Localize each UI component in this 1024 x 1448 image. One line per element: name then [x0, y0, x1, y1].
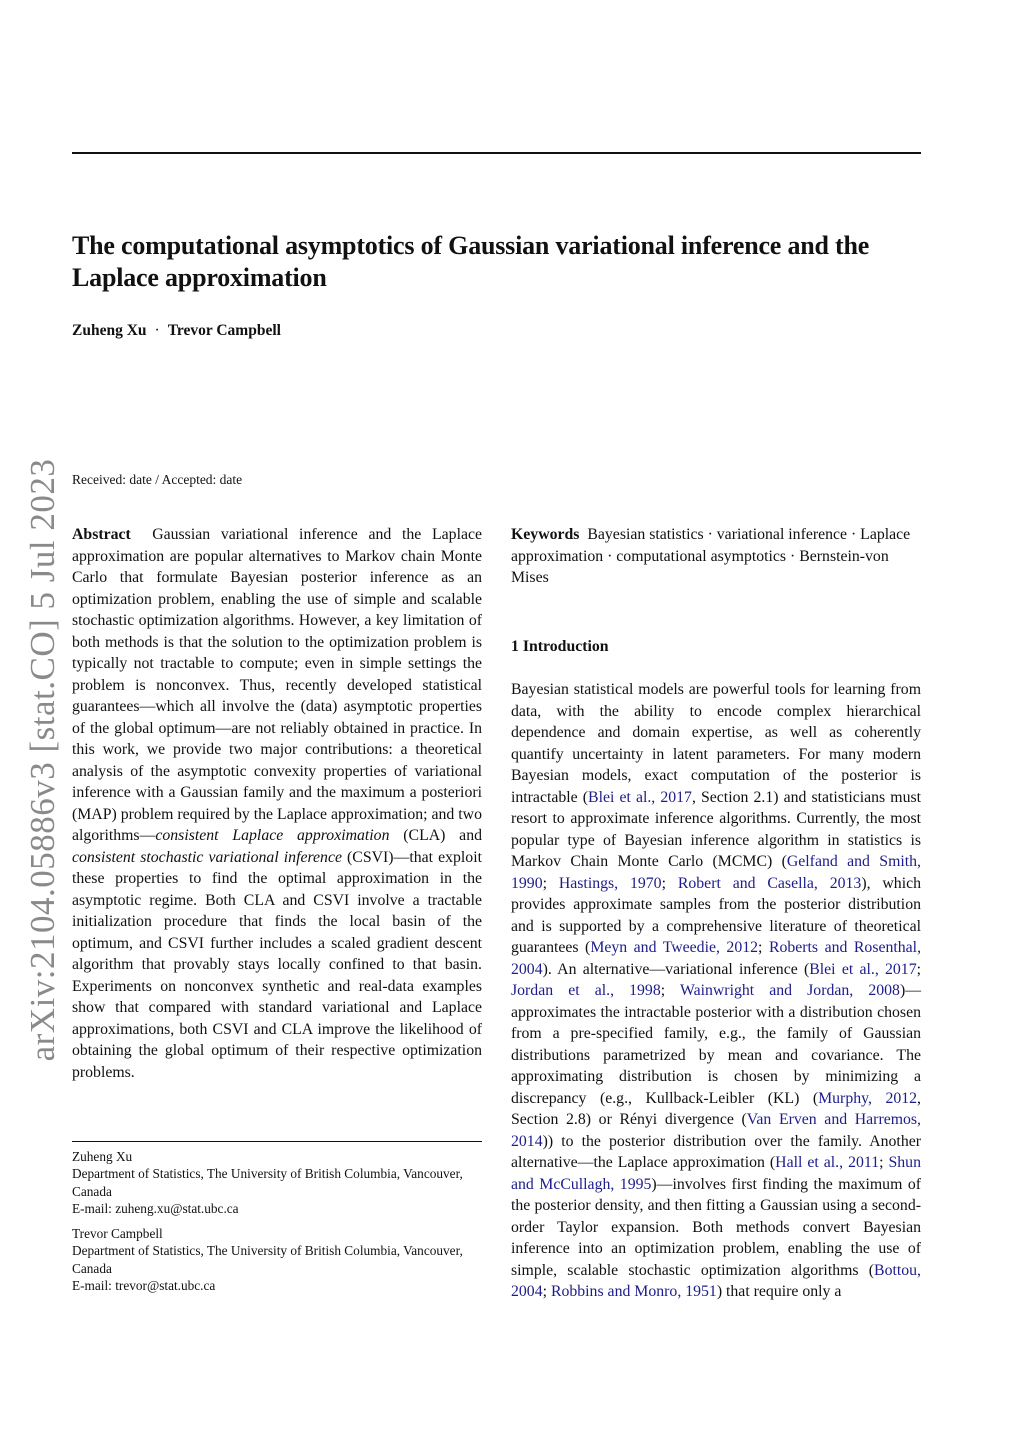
citation-link[interactable]: Blei et al., 2017: [588, 788, 692, 806]
keywords: [511, 524, 926, 589]
citation-link[interactable]: Murphy, 2012: [818, 1089, 918, 1107]
section-number: 1: [511, 638, 519, 655]
footnote-rule: [72, 1141, 482, 1142]
citation-link[interactable]: Robbins and Monro, 1951: [550, 1283, 717, 1300]
author-separator: ·: [154, 322, 160, 339]
introduction-text: ;: [542, 874, 559, 892]
introduction-text: ), which provides approximate samples from the posterior distribution and is supported by a comprehensive literature of theoretical guarantees (: [511, 874, 921, 956]
abstract: [72, 524, 482, 1083]
citation-link[interactable]: Roberts and Rosenthal, 2004: [511, 939, 922, 978]
affiliation-email[interactable]: E-mail: trevor@stat.ubc.ca: [72, 1278, 216, 1294]
arxiv-identifier-stamp: arXiv:2104.05886v3 [stat.CO] 5 Jul 2023: [23, 458, 62, 1062]
introduction-text: )—approximates the intractable posterior with a distribution chosen from a pre-specified family, e.g., the family of Gaussian distributions parametrized by mean and covariance. The approximating distribution is chosen by minimizing a discrepancy (e.g., Kullback-Leibler (KL) (: [511, 982, 921, 1107]
affiliation-name: Trevor Campbell: [72, 1226, 163, 1242]
citation-link[interactable]: Wainwright and Jordan, 2008: [679, 982, 900, 999]
citation-link[interactable]: Blei et al., 2017: [809, 960, 917, 978]
affiliation-department: Department of Statistics, The University of British Columbia, Vancouver, Canada: [72, 1166, 463, 1199]
affiliation-department: Department of Statistics, The University of British Columbia, Vancouver, Canada: [72, 1243, 463, 1276]
author-affiliations: [72, 1148, 486, 1302]
abstract-text: (CSVI)—that exploit these properties to find the optimal approximation in the asymptotic regime. Both CLA and CSVI involve a tractable initialization procedure that finds the local basin of the optimum, and CSVI further includes a scaled gradient descent algorithm that provably stays locally confined to that basin. Experiments on nonconvex synthetic and real-data examples show that compared with standard variational and Laplace approximations, both CSVI and CLA improve the likelihood of obtaining the global optimum of their respective optimization problems.: [72, 848, 482, 1081]
citation-link[interactable]: Shun and McCullagh, 1995: [511, 1154, 921, 1193]
introduction-text: ). An alternative—variational inference (: [542, 960, 810, 978]
affiliation-name: Zuheng Xu: [72, 1149, 133, 1164]
citation-link[interactable]: Robert and Casella, 2013: [677, 874, 862, 892]
affiliation-block: [72, 1148, 486, 1217]
author-name: Trevor Campbell: [167, 322, 281, 339]
citation-link[interactable]: Meyn and Tweedie, 2012: [590, 939, 759, 956]
received-date-line: Received: date / Accepted: date: [72, 472, 243, 487]
affiliation-email[interactable]: E-mail: zuheng.xu@stat.ubc.ca: [72, 1200, 239, 1216]
abstract-emphasis: consistent stochastic variational inference: [72, 848, 342, 866]
introduction-text: ;: [879, 1154, 889, 1171]
section-heading: [511, 638, 609, 656]
introduction-text: ;: [916, 960, 921, 978]
keywords-text: Bayesian statistics · variational inference · Laplace approximation · computational asymptotics · Bernstein-von Mises: [511, 526, 911, 586]
section-title: Introduction: [522, 638, 609, 655]
abstract-label: Abstract: [72, 526, 131, 543]
introduction-text: ;: [660, 982, 680, 999]
author-list: [72, 322, 281, 340]
introduction-text: ) that require only a: [716, 1283, 842, 1300]
introduction-paragraph: [511, 679, 921, 1303]
keywords-label: Keywords: [511, 526, 580, 543]
author-name: Zuheng Xu: [72, 322, 147, 339]
introduction-text: ;: [661, 874, 678, 892]
header-rule: [72, 152, 921, 154]
affiliation-block: [72, 1225, 486, 1294]
citation-link[interactable]: Jordan et al., 1998: [511, 982, 661, 999]
citation-link[interactable]: Gelfand and Smith, 1990: [511, 853, 921, 892]
introduction-text: ;: [542, 1283, 551, 1300]
introduction-text: ;: [758, 939, 769, 956]
citation-link[interactable]: Hastings, 1970: [558, 874, 662, 892]
abstract-text: (CLA) and: [389, 827, 482, 844]
introduction-text: )) to the posterior distribution over the family. Another alternative—the Laplace approximation (: [511, 1132, 921, 1171]
citation-link[interactable]: Van Erven and Harremos, 2014: [511, 1111, 921, 1150]
citation-link[interactable]: Bottou, 2004: [511, 1261, 921, 1300]
introduction-text: , Section 2.8) or Rényi divergence (: [511, 1089, 921, 1128]
abstract-emphasis: consistent Laplace approximation: [155, 827, 390, 844]
citation-link[interactable]: Hall et al., 2011: [775, 1154, 880, 1171]
abstract-text: Gaussian variational inference and the Laplace approximation are popular alternatives to Markov chain Monte Carlo that formulate Bayesian posterior inference as an optimization problem, enabling the use of simple and scalable stochastic optimization algorithms. However, a key limitation of both methods is that the solution to the optimization problem is typically not tractable to compute; even in simple settings the problem is nonconvex. Thus, recently developed statistical guarantees—which all involve the (data) asymptotic properties of the global optimum—are not reliably obtained in practice. In this work, we provide two major contributions: a theoretical analysis of the asymptotic convexity properties of variational inference with a Gaussian family and the maximum a posteriori (MAP) problem required by the Laplace approximation; and two algorithms—: [72, 526, 482, 844]
introduction-text: , Section 2.1) and statisticians must resort to approximate inference algorithms. Currently, the most popular type of Bayesian inference algorithm in statistics is Markov Chain Monte Carlo (MCMC) (: [511, 788, 922, 870]
introduction-text: Bayesian statistical models are powerful tools for learning from data, with the ability to encode complex hierarchical dependence and domain expertise, as well as coherently quantify uncertainty in latent parameters. For many modern Bayesian models, exact computation of the posterior is intractable (: [511, 681, 921, 806]
introduction-text: )—involves first finding the maximum of the posterior density, and then fitting a Gaussian using a second-order Taylor expansion. Both methods convert Bayesian inference into an optimization problem, enabling the use of simple, scalable stochastic optimization algorithms (: [511, 1175, 922, 1279]
paper-title: The computational asymptotics of Gaussian variational inference and the Laplace approximation: [72, 231, 870, 292]
